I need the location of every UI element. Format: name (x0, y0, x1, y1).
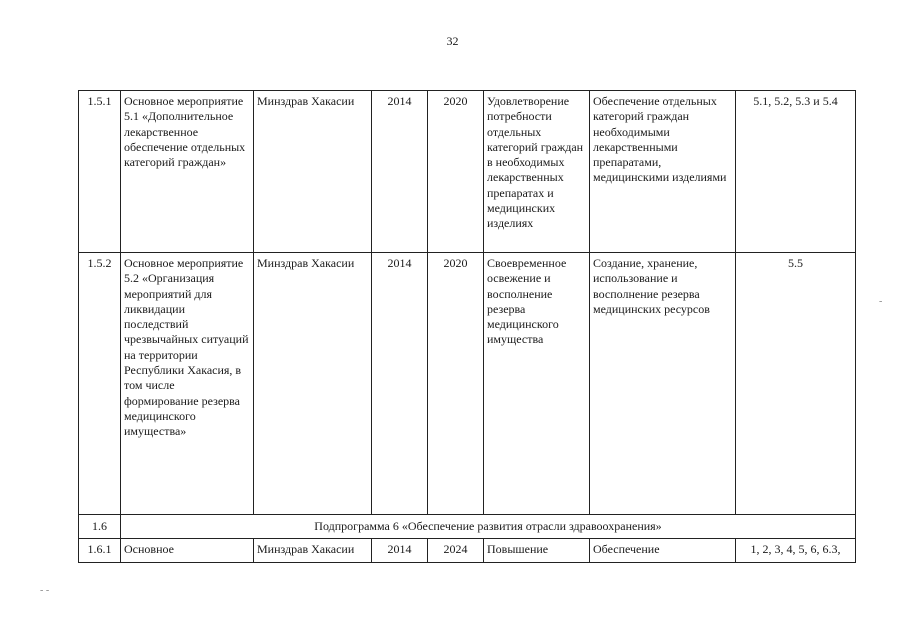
start-year: 2014 (372, 253, 428, 515)
table-row (79, 253, 856, 515)
scan-mark-bottom-left: - - (40, 585, 50, 596)
expected-result (484, 253, 590, 515)
event-name: Основное (121, 539, 254, 563)
start-year: 2014 (372, 539, 428, 563)
scan-mark-right: - (879, 296, 883, 307)
start-year: 2014 (372, 91, 428, 253)
main-directions-text: Создание, хранение, использование и восполнение резерва медицинских ресурсов (593, 256, 710, 316)
table-row (79, 539, 856, 563)
indicators: 5.5 (736, 253, 856, 515)
event-name-text: Основное мероприятие 5.1 «Дополнительное лекарственное обеспечение отдельных категорий граждан» (124, 94, 246, 170)
indicators: 1, 2, 3, 4, 5, 6, 6.3, (736, 539, 856, 563)
table-row (79, 91, 856, 253)
indicators: 5.1, 5.2, 5.3 и 5.4 (736, 91, 856, 253)
row-number: 1.5.1 (79, 91, 121, 253)
row-number: 1.5.2 (79, 253, 121, 515)
expected-result-text: Своевременное освежение и восполнение резерва медицинского имущества (487, 256, 567, 347)
end-year: 2024 (428, 539, 484, 563)
end-year: 2020 (428, 91, 484, 253)
program-table (78, 90, 856, 563)
subprogram-title: Подпрограмма 6 «Обеспечение развития отрасли здравоохранения» (121, 515, 856, 539)
expected-result (484, 91, 590, 253)
executor: Минздрав Хакасии (254, 91, 372, 253)
executor: Минздрав Хакасии (254, 253, 372, 515)
subprogram-number: 1.6 (79, 515, 121, 539)
page-number: 32 (446, 34, 459, 48)
executor: Минздрав Хакасии (254, 539, 372, 563)
expected-result-text: Удовлетворение потребности отдельных категорий граждан в необходимых лекарственных препаратах и медицинских изделиях (487, 94, 584, 231)
event-name (121, 253, 254, 515)
event-name (121, 91, 254, 253)
subprogram-row (79, 515, 856, 539)
end-year: 2020 (428, 253, 484, 515)
main-directions: Обеспечение (590, 539, 736, 563)
main-directions (590, 253, 736, 515)
main-directions (590, 91, 736, 253)
row-number: 1.6.1 (79, 539, 121, 563)
event-name-text: Основное мероприятие 5.2 «Организация мероприятий для ликвидации последствий чрезвычайных ситуаций на территории Республики Хакасия, в том числе формирование резерва медицинского имущества» (124, 256, 249, 439)
main-directions-text: Обеспечение отдельных категорий граждан необходимыми лекарственными препаратами, медицинскими изделиями (593, 94, 727, 185)
expected-result: Повышение (484, 539, 590, 563)
